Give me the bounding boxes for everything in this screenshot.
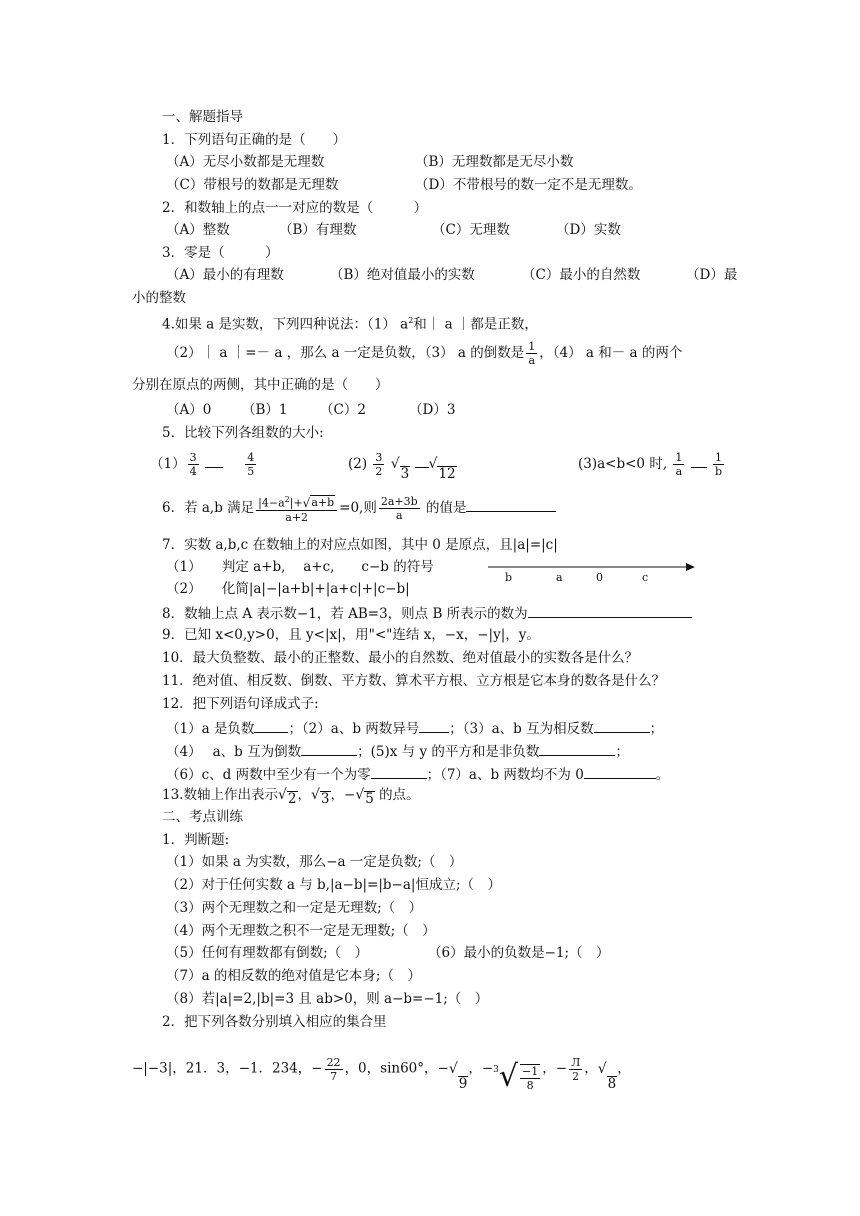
number-line-figure bbox=[486, 559, 698, 589]
question-12-text: （4） a、b 互为倒数 bbox=[166, 744, 302, 760]
square-root: √ 3 bbox=[311, 787, 330, 807]
section-title-guidance: 一、解题指导 bbox=[162, 109, 243, 125]
question-3-stem: 3．零是（ ） bbox=[162, 245, 279, 261]
answer-blank[interactable] bbox=[254, 718, 288, 733]
question-4-text: ，（4） a 和－ a 的两个 bbox=[539, 345, 683, 361]
axis-label-origin: 0 bbox=[596, 571, 603, 584]
question-8-text: 8．数轴上点 A 表示数−1，若 AB=3，则点 B 所表示的数为 bbox=[162, 606, 528, 622]
fraction-denominator: a bbox=[395, 509, 403, 522]
fraction-numerator: 22 bbox=[326, 1055, 341, 1069]
question-3-option-c: （C）最小的自然数 bbox=[522, 267, 641, 283]
radicand: 3 bbox=[400, 466, 410, 482]
question-1-stem: 1．下列语句正确的是（ ） bbox=[162, 132, 347, 148]
fraction-numerator: 1 bbox=[528, 340, 536, 353]
question-12-stem: 12．把下列语句译成式子: bbox=[162, 696, 319, 712]
fraction bbox=[373, 451, 384, 478]
judgement-item-4: （4）两个无理数之积不一定是无理数;（ ） bbox=[166, 923, 436, 939]
question-2-option-a: （A）整数 bbox=[166, 222, 230, 238]
question-1-option-a: （A）无尽小数都是无理数 bbox=[166, 154, 325, 170]
question-12-text: ； bbox=[615, 744, 629, 760]
question-12-text: （6）c、d 两数中至少有一个为零 bbox=[166, 767, 371, 783]
fraction bbox=[379, 495, 420, 522]
fraction-denominator: b bbox=[715, 465, 723, 478]
question-3-option-b: （B）绝对值最小的实数 bbox=[330, 267, 475, 283]
fraction bbox=[673, 451, 684, 478]
question-5-part-2 bbox=[348, 447, 457, 481]
number-list-text: ，0，sin60° bbox=[344, 1060, 425, 1077]
fraction-denominator: 5 bbox=[247, 465, 255, 478]
number-list-text: ，− bbox=[424, 1060, 449, 1077]
fraction bbox=[325, 1056, 343, 1083]
square-root: √ 8 bbox=[597, 1060, 617, 1092]
fraction bbox=[520, 1064, 540, 1092]
number-list-text: ，− bbox=[468, 1060, 494, 1077]
exponent: 2 bbox=[284, 495, 290, 505]
fraction-numerator: 3 bbox=[189, 451, 197, 464]
question-5-stem: 5．比较下列各组数的大小: bbox=[162, 425, 324, 441]
question-4-option-b: （B）1 bbox=[242, 402, 288, 418]
numerator-part: |+ bbox=[289, 496, 303, 510]
question-2-option-d: （D）实数 bbox=[556, 222, 621, 238]
question-1-option-d: （D）不带根号的数一定不是无理数。 bbox=[415, 177, 642, 193]
question-10: 10．最大负整数、最小的正整数、最小的自然数、绝对值最小的实数各是什么？ bbox=[162, 650, 639, 666]
fraction bbox=[245, 451, 256, 478]
question-12-text: ；（2）a、b 两数异号 bbox=[288, 721, 420, 737]
answer-blank[interactable] bbox=[539, 741, 615, 756]
question-5-part-1 bbox=[150, 447, 258, 481]
answer-blank[interactable] bbox=[205, 453, 223, 468]
part-label: （1） bbox=[150, 456, 186, 472]
fraction-numerator: Л bbox=[571, 1055, 581, 1069]
answer-blank[interactable] bbox=[584, 764, 656, 779]
radicand: 5 bbox=[365, 791, 374, 807]
answer-blank[interactable] bbox=[594, 718, 650, 733]
square-root: √ 5 bbox=[355, 787, 374, 807]
radicand: a+b bbox=[311, 495, 335, 509]
question-2-stem: 2．和数轴上的点一一对应的数是（ ） bbox=[162, 200, 428, 216]
fraction-numerator: 2a+3b bbox=[380, 495, 418, 508]
fraction-denominator: a bbox=[675, 465, 683, 478]
question-3-option-a: （A）最小的有理数 bbox=[166, 267, 284, 283]
question-7-part-2: （2） 化简|a|−|a+b|+|a+c|+|c−b| bbox=[166, 581, 410, 597]
separator: ，− bbox=[330, 787, 356, 803]
fraction-denominator: 2 bbox=[375, 465, 383, 478]
number-list-text: −|−3|，21．3，−1．234，− bbox=[132, 1060, 323, 1077]
judgement-stem: 1．判断题: bbox=[162, 832, 230, 848]
axis-label-c: c bbox=[642, 571, 649, 584]
fraction-denominator: 8 bbox=[526, 1079, 534, 1092]
arrow-head-icon bbox=[686, 563, 695, 571]
radicand: 2 bbox=[287, 791, 297, 807]
question-13 bbox=[162, 784, 420, 806]
fraction-numerator: 4 bbox=[247, 451, 255, 464]
question-7-part-1: （1） 判定 a+b, a+c, c−b 的符号 bbox=[166, 559, 434, 575]
question-13-text: 13.数轴上作出表示 bbox=[162, 787, 278, 803]
number-list bbox=[132, 1046, 631, 1092]
fraction-denominator: a+2 bbox=[285, 510, 309, 524]
question-8 bbox=[162, 603, 692, 623]
exponent: 2 bbox=[408, 316, 414, 325]
part-label: (3)a<b<0 时, bbox=[578, 456, 668, 472]
fraction-numerator: 1 bbox=[675, 451, 683, 464]
fraction-numerator bbox=[256, 493, 337, 511]
question-12-line-2 bbox=[166, 741, 629, 761]
fraction bbox=[569, 1056, 582, 1083]
fraction-numerator: 3 bbox=[375, 451, 383, 464]
fraction-numerator: 1 bbox=[715, 451, 723, 464]
question-4-option-a: （A）0 bbox=[166, 402, 212, 418]
question-4-line-3: 分别在原点的两侧，其中正确的是（ ） bbox=[132, 377, 389, 393]
fraction-numerator: −1 bbox=[522, 1065, 539, 1078]
question-12-line-3 bbox=[166, 764, 669, 784]
question-12-line-1 bbox=[166, 718, 663, 738]
cube-root: 3 √ $\frac{-1}{8}$ bbox=[493, 1046, 542, 1092]
radicand: 9 bbox=[458, 1075, 468, 1092]
question-12-text: ；(5)x 与 y 的平方和是非负数 bbox=[357, 744, 540, 760]
answer-blank[interactable] bbox=[371, 764, 427, 779]
question-3-option-d-continued: 小的整数 bbox=[132, 290, 186, 306]
question-12-text: ；（3）a、b 互为相反数 bbox=[449, 721, 594, 737]
root-index: 3 bbox=[493, 1065, 499, 1075]
radicand: 12 bbox=[438, 466, 456, 482]
question-12-text: 。 bbox=[655, 767, 670, 783]
answer-blank[interactable] bbox=[301, 741, 357, 756]
separator: ， bbox=[297, 787, 311, 803]
question-3-option-d: （D）最 bbox=[686, 267, 738, 283]
question-4-option-d: （D）3 bbox=[409, 402, 456, 418]
answer-blank[interactable] bbox=[691, 453, 707, 468]
square-root: √ 2 bbox=[277, 787, 297, 807]
question-4-stem-part: 4.如果 a 是实数，下列四种说法：（1） a bbox=[162, 316, 409, 333]
square-root: √ 9 bbox=[448, 1060, 468, 1092]
set-classification-stem: 2．把下列各数分别填入相应的集合里 bbox=[162, 1014, 387, 1030]
question-4-stem bbox=[162, 312, 538, 334]
fraction bbox=[256, 493, 337, 524]
question-4-option-c: （C）2 bbox=[320, 402, 366, 418]
answer-blank[interactable] bbox=[528, 603, 692, 618]
judgement-item-5: （5）任何有理数都有倒数;（ ） bbox=[166, 945, 369, 961]
axis-label-b: b bbox=[505, 571, 513, 584]
square-root: √ 3 bbox=[390, 456, 410, 482]
radicand: 8 bbox=[607, 1075, 617, 1092]
question-6 bbox=[162, 490, 556, 526]
judgement-item-8: （8）若|a|=2,|b|=3 且 ab>0，则 a−b=−1;（ ） bbox=[166, 991, 489, 1007]
question-12-text: ；（7）a、b 两数均不为 0 bbox=[426, 767, 584, 783]
question-2-option-c: （C）无理数 bbox=[432, 222, 510, 238]
fraction bbox=[188, 451, 199, 478]
fraction bbox=[713, 451, 724, 478]
fraction-denominator: 4 bbox=[189, 465, 197, 478]
square-root: √ a+b bbox=[302, 495, 335, 510]
question-12-text: （1）a 是负数 bbox=[166, 721, 255, 737]
radicand: 3 bbox=[320, 791, 330, 807]
question-6-text: 6．若 a,b 满足 bbox=[162, 500, 255, 516]
question-5-part-3 bbox=[578, 447, 726, 481]
question-4-stem-part: 和｜ a ｜都是正数， bbox=[413, 316, 538, 333]
question-2-option-b: （B）有理数 bbox=[279, 222, 357, 238]
question-9: 9．已知 x<0,y>0，且 y<|x|，用"<"连结 x，−x，−|y|，y。 bbox=[162, 627, 540, 643]
number-list-text: ， bbox=[584, 1060, 598, 1077]
question-1-option-b: （B）无理数都是无尽小数 bbox=[415, 154, 574, 170]
section-title-training: 二、考点训练 bbox=[162, 809, 243, 825]
answer-blank[interactable] bbox=[415, 453, 429, 468]
axis-label-a: a bbox=[556, 571, 563, 584]
question-13-text: 的点。 bbox=[379, 787, 420, 803]
numerator-part: |4−a bbox=[258, 496, 285, 510]
number-list-text: ， bbox=[617, 1060, 631, 1077]
question-1-option-c: （C）带根号的数都是无理数 bbox=[166, 177, 339, 193]
judgement-item-3: （3）两个无理数之和一定是无理数;（ ） bbox=[166, 900, 423, 916]
fraction-denominator: 2 bbox=[572, 1069, 580, 1083]
part-label: (2) bbox=[348, 456, 368, 472]
question-11: 11．绝对值、相反数、倒数、平方数、算术平方根、立方根是它本身的数各是什么？ bbox=[162, 673, 666, 689]
judgement-item-7: （7）a 的相反数的绝对值是它本身;（ ） bbox=[166, 968, 421, 984]
fraction bbox=[526, 340, 537, 367]
answer-blank[interactable] bbox=[466, 497, 556, 512]
square-root: √ 12 bbox=[428, 456, 456, 482]
number-list-text: ，− bbox=[542, 1060, 568, 1077]
question-4-line-2 bbox=[166, 338, 682, 368]
fraction-denominator: a bbox=[528, 354, 536, 367]
question-6-text: 的值是 bbox=[425, 500, 467, 516]
judgement-item-2: （2）对于任何实数 a 与 b,|a−b|=|b−a|恒成立;（ ） bbox=[166, 877, 502, 893]
answer-blank[interactable] bbox=[419, 718, 449, 733]
question-12-text: ； bbox=[649, 721, 664, 737]
question-4-text: （2）｜ a ｜=－ a ，那么 a 一定是负数，（3） a 的倒数是 bbox=[166, 345, 525, 361]
fraction-denominator: 7 bbox=[330, 1069, 338, 1083]
question-7-stem: 7．实数 a,b,c 在数轴上的对应点如图，其中 0 是原点，且|a|=|c| bbox=[162, 537, 558, 553]
judgement-item-6: （6）最小的负数是−1;（ ） bbox=[428, 945, 610, 961]
judgement-item-1: （1）如果 a 为实数，那么−a 一定是负数;（ ） bbox=[166, 854, 463, 870]
question-6-text: =0,则 bbox=[339, 500, 377, 516]
